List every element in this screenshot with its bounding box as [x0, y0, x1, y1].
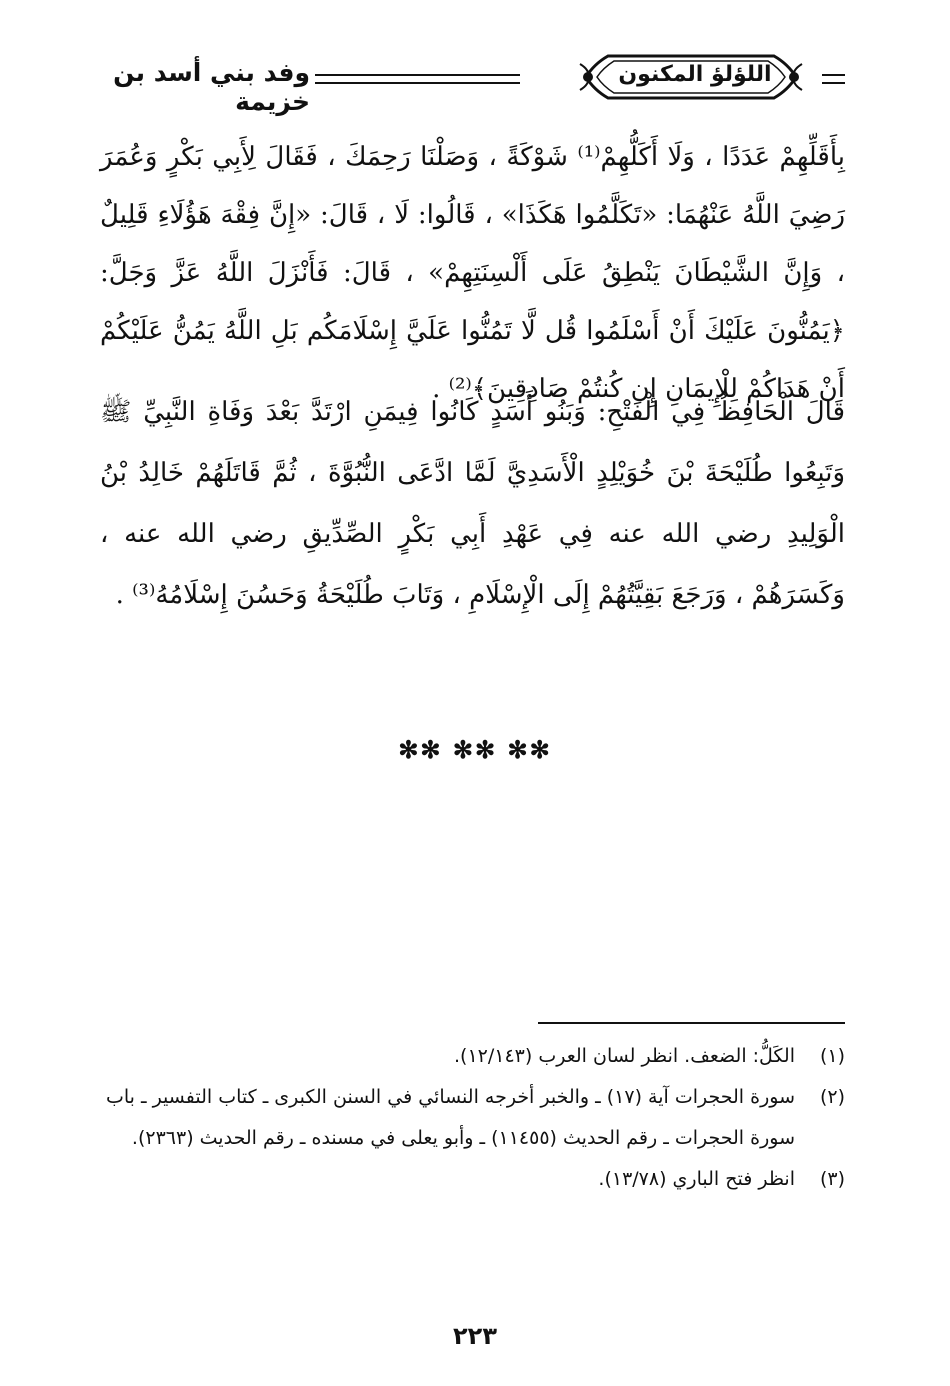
footnote-divider	[538, 1022, 845, 1024]
page-number: ٢٢٣	[453, 1322, 497, 1350]
footnote-text: سورة الحجرات آية (١٧) ـ والخبر أخرجه النسائي في السنن الكبرى ـ كتاب التفسير ـ باب سورة الحجرات ـ رقم الحديث (١١٤٥٥) ـ وأبو يعلى في مسنده ـ رقم الحديث (٢٣٦٣).	[105, 1086, 795, 1149]
header-rule-right	[822, 74, 845, 84]
footnote-item	[100, 1159, 845, 1200]
footnote-text: الكَلُّ: الضعف. انظر لسان العرب (١٢/١٤٣).	[454, 1045, 795, 1067]
chapter-title: وفد بني أسد بن خزيمة	[113, 58, 310, 116]
footnote-item	[100, 1036, 845, 1077]
section-separator: ✻✻ ✻✻ ✻✻	[398, 735, 552, 764]
footnote-number: (١)	[819, 1045, 845, 1067]
paragraph-commentary: قَالَ الْحَافِظُ فِي الْفَتْحِ: وَبَنُو أَسَدٍ كَانُوا فِيمَنِ ارْتَدَّ بَعْدَ وَفَاةِ النَّبِيِّ ﷺ وَتَبِعُوا طُلَيْحَةَ بْنَ خُوَيْلِدٍ الْأَسَدِيَّ لَمَّا ادَّعَى النُّبُوَّةَ ، ثُمَّ قَاتَلَهُمْ خَالِدُ بْنُ الْوَلِيدِ رضي الله عنه فِي عَهْدِ أَبِي بَكْرٍ الصِّدِّيقِ رضي الله عنه ، وَكَسَرَهُمْ ، وَرَجَعَ بَقِيَّتُهُمْ إِلَى الْإِسْلَامِ ، وَتَابَ طُلَيْحَةُ وَحَسُنَ إِسْلَامُهُ⁽³⁾ .	[100, 397, 845, 610]
header-rule-left	[315, 74, 520, 84]
running-header	[100, 50, 845, 116]
footnote-item	[100, 1077, 845, 1159]
footnote-number: (٢)	[819, 1086, 845, 1108]
paragraph-hadith: بِأَقَلِّهِمْ عَدَدًا ، وَلَا أَكَلُّهِمْ⁽¹⁾ شَوْكَةً ، وَصَلْنَا رَحِمَكَ ، فَقَالَ لِأَبِي بَكْرٍ وَعُمَرَ رَضِيَ اللَّهُ عَنْهُمَا: «تَكَلَّمُوا هَكَذَا» ، قَالُوا: لَا ، قَالَ: «إِنَّ فِقْهَ هَؤُلَاءِ قَلِيلٌ ، وَإِنَّ الشَّيْطَانَ يَنْطِقُ عَلَى أَلْسِنَتِهِمْ» ، قَالَ: فَأَنْزَلَ اللَّهُ عَزَّ وَجَلَّ: ﴿يَمُنُّونَ عَلَيْكَ أَنْ أَسْلَمُوا قُل لَّا تَمُنُّوا عَلَيَّ إِسْلَامَكُم بَلِ اللَّهُ يَمُنُّ عَلَيْكُمْ أَنْ هَدَاكُمْ لِلْإِيمَانِ إِن كُنتُمْ صَادِقِينَ﴾⁽²⁾ .	[100, 142, 845, 404]
footnote-number: (٣)	[819, 1168, 845, 1190]
footnotes	[100, 1036, 845, 1200]
footnote-text: انظر فتح الباري (١٣/٧٨).	[598, 1168, 795, 1190]
book-title: اللؤلؤ المكنون	[618, 62, 772, 87]
